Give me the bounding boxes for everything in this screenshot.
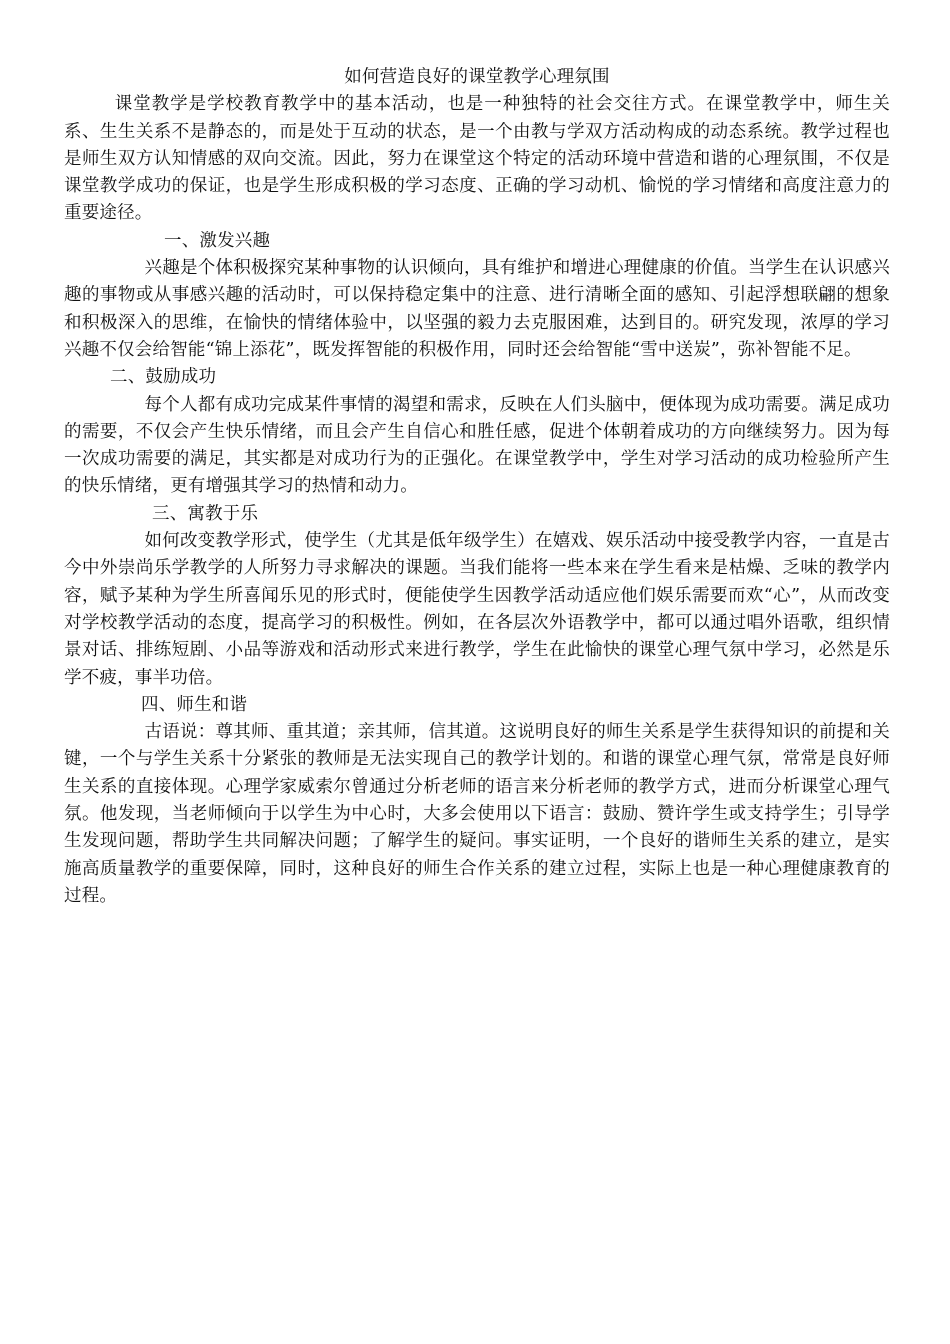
section-body-success: 每个人都有成功完成某件事情的渴望和需求，反映在人们头脑中，便体现为成功需要。满足成功的需要，不仅会产生快乐情绪，而且会产生自信心和胜任感，促进个体朝着成功的方向继续努力。因为每一次成功需要的满足，其实都是对成功行为的正强化。在课堂教学中，学生对学习活动的成功检验所产生的快乐情绪，更有增强其学习的热情和动力。 bbox=[64, 394, 890, 497]
section-heading-interest: 一、激发兴趣 bbox=[164, 230, 271, 251]
section-body-fun: 如何改变教学形式，使学生（尤其是低年级学生）在嬉戏、娱乐活动中接受教学内容，一直是古今中外崇尚乐学教学的人所努力寻求解决的课题。当我们能将一些本来在学生看来是枯燥、乏味的教学内容，赋予某种为学生所喜闻乐见的形式时，便能使学生因教学活动适应他们娱乐需要而欢“心”，从而改变对学校教学活动的态度，提高学习的积极性。例如，在各层次外语教学中，都可以通过唱外语歌，组织情景对话、排练短剧、小品等游戏和活动形式来进行教学，学生在此愉快的课堂心理气氛中学习，必然是乐学不疲，事半功倍。 bbox=[64, 531, 890, 688]
section-2 bbox=[64, 364, 890, 500]
section-body-interest: 兴趣是个体积极探究某种事物的认识倾向，具有维护和增进心理健康的价值。当学生在认识感兴趣的事物或从事感兴趣的活动时，可以保持稳定集中的注意、进行清晰全面的感知、引起浮想联翩的想象和积极深入的思维，在愉快的情绪体验中，以坚强的毅力去克服困难，达到目的。研究发现，浓厚的学习兴趣不仅会给智能“锦上添花”，既发挥智能的积极作用，同时还会给智能“雪中送炭”，弥补智能不足。 bbox=[64, 258, 890, 360]
intro-paragraph: 课堂教学是学校教育教学中的基本活动，也是一种独特的社会交往方式。在课堂教学中，师生关系、生生关系不是静态的，而是处于互动的状态，是一个由教与学双方活动构成的动态系统。教学过程也是师生双方认知情感的双向交流。因此，努力在课堂这个特定的活动环境中营造和谐的心理氛围，不仅是课堂教学成功的保证，也是学生形成积极的学习态度、正确的学习动机、愉悦的学习情绪和高度注意力的重要途径。 bbox=[64, 94, 890, 224]
document-page bbox=[64, 64, 890, 910]
section-4 bbox=[64, 692, 890, 910]
section-1 bbox=[64, 228, 890, 364]
section-heading-harmony: 四、师生和谐 bbox=[141, 694, 248, 715]
section-3 bbox=[64, 501, 890, 692]
section-heading-success: 二、鼓励成功 bbox=[110, 367, 217, 388]
section-body-harmony: 古语说：尊其师、重其道；亲其师，信其道。这说明良好的师生关系是学生获得知识的前提和关键，一个与学生关系十分紧张的教师是无法实现自己的教学计划的。和谐的课堂心理气氛，常常是良好师生关系的直接体现。心理学家威索尔曾通过分析老师的语言来分析老师的教学方式，进而分析课堂心理气氛。他发现，当老师倾向于以学生为中心时，大多会使用以下语言：鼓励、赞许学生或支持学生；引导学生发现问题，帮助学生共同解决问题；了解学生的疑问。事实证明，一个良好的谐师生关系的建立，是实施高质量教学的重要保障，同时，这种良好的师生合作关系的建立过程，实际上也是一种心理健康教育的过程。 bbox=[64, 722, 890, 906]
section-heading-fun: 三、寓教于乐 bbox=[152, 503, 259, 524]
document-title: 如何营造良好的课堂教学心理氛围 bbox=[344, 67, 610, 87]
